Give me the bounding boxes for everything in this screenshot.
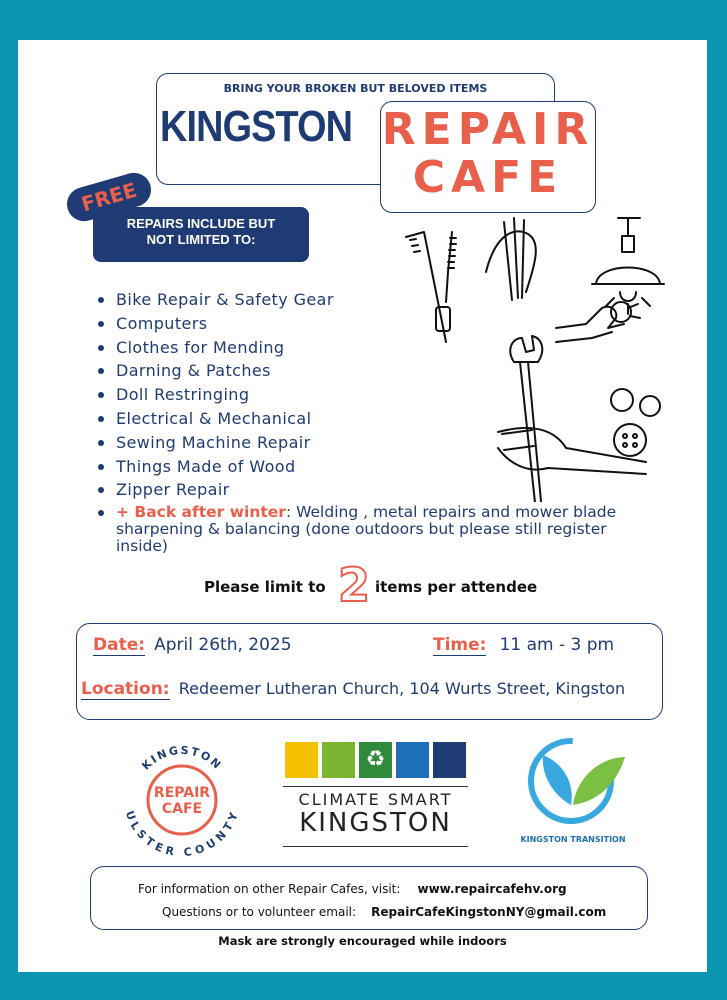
location-value: Redeemer Lutheran Church, 104 Wurts Street, Kingston: [178, 679, 626, 698]
list-item: Bike Repair & Safety Gear: [96, 288, 656, 312]
climate-divider-bottom: [283, 846, 468, 847]
repairs-heading-line2: NOT LIMITED TO:: [146, 232, 256, 247]
tagline: BRING YOUR BROKEN BUT BELOVED ITEMS: [223, 82, 488, 95]
sailboat-icon: [396, 742, 429, 778]
car-icon: [433, 742, 466, 778]
transition-leaf-mark: [513, 735, 633, 835]
location-row: [81, 679, 625, 699]
ulster-logo-top-text: [139, 744, 224, 773]
date-value: April 26th, 2025: [154, 635, 292, 655]
title-kingston: KINGSTON: [160, 102, 353, 151]
zipper-icon: [406, 232, 456, 342]
winter-text: : Welding , metal repairs and mower blade sharpening & balancing (done outdoors but please still register inside): [116, 503, 617, 555]
footer-email-text: Questions or to volunteer email:: [162, 905, 357, 919]
climate-line2: KINGSTON: [299, 808, 452, 838]
footer-info-text: For information on other Repair Cafes, visit:: [138, 882, 401, 896]
climate-smart-logo: [283, 740, 468, 850]
limit-text-after: items per attendee: [375, 578, 538, 596]
solar-icon: [285, 742, 318, 778]
transition-label: KINGSTON TRANSITION: [520, 835, 626, 844]
flyer-page: [18, 40, 707, 972]
title-cafe-text: CAFE: [412, 152, 564, 203]
ulster-repair-cafe-logo: [122, 740, 242, 860]
ulster-logo-cafe: CAFE: [161, 801, 203, 817]
winter-highlight: + Back after winter: [116, 503, 286, 521]
tools-illustration: [396, 212, 666, 502]
hand-bulb-icon: [556, 302, 640, 342]
list-item: Doll Restringing: [96, 383, 656, 407]
lamp-icon: [592, 218, 664, 314]
ulster-logo-bottom-path: ULSTER COUNTY: [122, 809, 242, 860]
footer-email-row: [162, 901, 606, 920]
time-value: 11 am - 3 pm: [499, 635, 615, 655]
time-label: Time:: [433, 635, 487, 655]
title-repair: [381, 106, 595, 154]
footer-url-link[interactable]: www.repaircafehv.org: [417, 882, 567, 896]
limit-text-before: Please limit to: [204, 578, 326, 596]
wrench-icon: [510, 336, 551, 502]
footer-email-link[interactable]: RepairCafeKingstonNY@gmail.com: [371, 905, 607, 919]
date-row: [93, 635, 292, 655]
time-row: [433, 635, 614, 655]
repair-cafe-title-box: [380, 101, 596, 213]
repairs-heading: [93, 207, 309, 262]
list-item: Zipper Repair: [96, 478, 656, 502]
list-item: Things Made of Wood: [96, 455, 656, 479]
winter-note: [96, 504, 656, 555]
date-label: Date:: [93, 635, 146, 655]
buttons-icon: [611, 389, 660, 456]
list-item: Sewing Machine Repair: [96, 431, 656, 455]
climate-divider-top: [283, 786, 468, 787]
free-tag: FREE: [63, 169, 155, 225]
list-item: Darning & Patches: [96, 359, 656, 383]
list-item: Computers: [96, 312, 656, 336]
ulster-logo-repair: REPAIR: [153, 785, 211, 801]
location-label: Location:: [81, 679, 170, 699]
climate-icons-row: [285, 742, 466, 778]
ulster-logo-ring: [122, 740, 242, 860]
tree-icon: [322, 742, 355, 778]
ulster-logo-top-path: KINGSTON: [139, 743, 225, 773]
needle-thread-icon: [486, 218, 536, 300]
footer-box: [90, 866, 648, 930]
list-item: Clothes for Mending: [96, 336, 656, 360]
list-item: Electrical & Mechanical: [96, 407, 656, 431]
kingston-transition-logo: [513, 735, 633, 850]
title-cafe: [381, 154, 595, 202]
repairs-heading-line1: REPAIRS INCLUDE BUT: [126, 216, 276, 231]
footer-info-row: [138, 878, 567, 897]
title-repair-text: REPAIR: [381, 104, 595, 155]
climate-line1: CLIMATE SMART: [298, 790, 453, 809]
limit-number: 2: [338, 558, 371, 612]
recycle-icon: ♻: [359, 742, 392, 778]
mask-note: Mask are strongly encouraged while indoors: [218, 934, 507, 948]
